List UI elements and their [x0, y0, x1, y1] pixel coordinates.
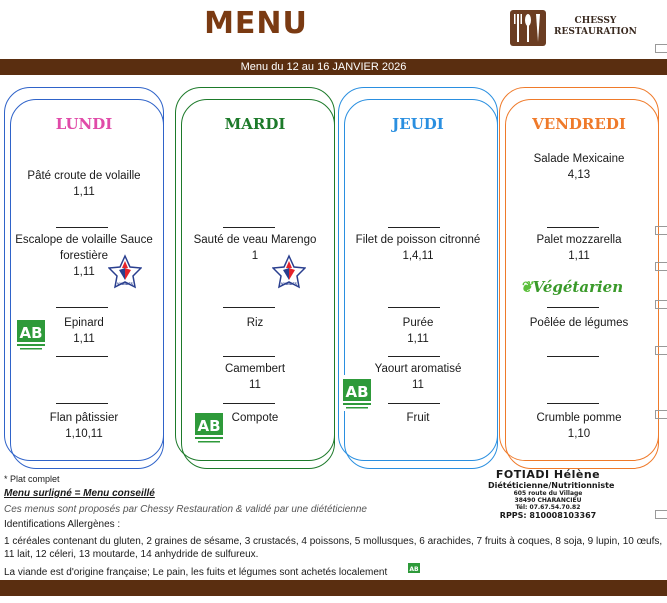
edge-marker	[655, 346, 667, 355]
separator	[56, 403, 108, 404]
dish-dessert	[503, 410, 655, 442]
dietitian-stamp	[488, 468, 615, 520]
allergen-code: 1,11	[73, 333, 95, 345]
separator	[388, 403, 440, 404]
svg-text:AB: AB	[197, 417, 221, 435]
day-name: MARDI	[224, 115, 286, 133]
separator	[547, 356, 599, 357]
separator	[56, 227, 108, 228]
leaf-icon: ❦	[520, 278, 533, 296]
dish-label: Poêlée de légumes	[529, 317, 629, 329]
dish-label: Riz	[246, 317, 264, 329]
allergen-heading: Identifications Allergènes :	[4, 519, 121, 530]
dish-label: Flan pâtissier	[49, 412, 119, 424]
dish-label: Fruit	[406, 412, 430, 424]
dish-label: Escalope de volaille Sauce forestière	[15, 234, 153, 262]
dish-side	[342, 315, 494, 347]
dish-cheese	[179, 361, 331, 393]
brand-line2: RESTAURATION	[554, 27, 637, 37]
dish-starter	[8, 168, 160, 200]
ab-organic-icon	[342, 375, 372, 411]
ab-organic-small-icon	[408, 563, 420, 576]
brand-name	[554, 16, 637, 38]
dish-main	[179, 232, 331, 264]
allergen-code: 1	[251, 250, 259, 262]
dish-label: Salade Mexicaine	[533, 153, 625, 165]
origin-note: La viande est d'origine française; Le pain, les fuits et légumes sont achetés localement	[4, 567, 388, 578]
date-banner	[0, 59, 667, 75]
note-plat-complet: * Plat complet	[4, 474, 60, 484]
edge-marker	[655, 226, 667, 235]
ab-organic-icon	[16, 316, 46, 352]
dish-label: Epinard	[64, 317, 104, 329]
svg-text:VIANDES: VIANDES	[117, 282, 133, 286]
svg-text:AB: AB	[409, 566, 419, 573]
allergen-code: 4,13	[567, 169, 591, 181]
allergen-code: 1,11	[568, 250, 590, 262]
dish-label: Filet de poisson citronné	[355, 234, 481, 246]
dish-label: Crumble pomme	[536, 412, 622, 424]
stamp-name: FOTIADI Hélène	[495, 468, 601, 481]
allergen-code: 1,10,11	[65, 428, 103, 440]
stamp-role: Diététicienne/Nutritionniste	[488, 481, 615, 490]
dish-label: Yaourt aromatisé	[374, 363, 462, 375]
dish-main	[342, 232, 494, 264]
brand-line1: CHESSY	[574, 16, 617, 26]
stamp-city: 38490 CHARANCIEU	[514, 497, 582, 504]
allergen-code: 11	[249, 379, 261, 391]
date-banner-text: Menu du 12 au 16 JANVIER 2026	[240, 61, 407, 73]
note-suggested: Menu surligné = Menu conseillé	[4, 488, 155, 499]
allergen-code: 11	[412, 379, 424, 391]
day-name: LUNDI	[55, 115, 113, 133]
separator	[547, 403, 599, 404]
viandes-de-france-icon	[272, 254, 306, 292]
dish-dessert	[8, 410, 160, 442]
edge-marker	[655, 410, 667, 419]
note-dietitian: Ces menus sont proposés par Chessy Restauration & validé par une diététicienne	[4, 504, 367, 515]
stamp-address: 605 route du Village	[513, 490, 583, 497]
separator	[547, 307, 599, 308]
dish-label: Purée	[402, 317, 434, 329]
day-name: VENDREDI	[532, 115, 626, 133]
dish-dessert	[342, 410, 494, 426]
svg-text:AB: AB	[19, 324, 43, 342]
svg-text:AB: AB	[345, 383, 369, 401]
svg-text:VIANDES: VIANDES	[281, 282, 297, 286]
allergen-list: 1 céréales contenant du gluten, 2 graines de sésame, 3 crustacés, 4 poissons, 5 mollusques, 6 arachides, 7 fruits à coques, 8 soja, 9 lupin, 10 œufs, 11 lait, 12 céleri, 13 moutarde, 14 anhydride de sulfureux.	[4, 536, 663, 560]
separator	[223, 227, 275, 228]
ab-organic-icon	[194, 409, 224, 445]
day-name: JEUDI	[392, 115, 444, 133]
edge-marker	[655, 262, 667, 271]
separator	[223, 307, 275, 308]
separator	[223, 403, 275, 404]
brand-logo	[508, 8, 638, 48]
dish-main	[503, 232, 655, 264]
dish-label: Camembert	[224, 363, 286, 375]
allergen-code: 1,11	[73, 266, 95, 278]
stamp-rpps: RPPS: 810008103367	[499, 511, 597, 520]
cutlery-icon	[508, 8, 550, 48]
separator	[388, 307, 440, 308]
allergen-code: 1,4,11	[402, 250, 434, 262]
edge-marker	[655, 44, 667, 53]
dish-side	[179, 315, 331, 331]
viandes-de-france-icon	[108, 254, 142, 292]
separator	[56, 356, 108, 357]
dish-label: Sauté de veau Marengo	[193, 234, 317, 246]
allergen-code: 1,11	[73, 186, 95, 198]
separator	[547, 227, 599, 228]
dish-side	[503, 315, 655, 331]
separator	[223, 356, 275, 357]
edge-marker	[655, 300, 667, 309]
vegetarian-logo	[520, 278, 623, 296]
allergen-code: 1,11	[407, 333, 429, 345]
allergen-code: 1,10	[567, 428, 591, 440]
vegetarian-label: Végétarien	[532, 278, 624, 296]
footer-bar	[0, 580, 667, 596]
stamp-phone: Tél: 07.67.54.70.82	[515, 504, 581, 511]
dish-label: Compote	[231, 412, 279, 424]
dish-label: Palet mozzarella	[536, 234, 622, 246]
separator	[388, 356, 440, 357]
separator	[388, 227, 440, 228]
edge-marker	[655, 510, 667, 519]
dish-label: Pâté croute de volaille	[27, 170, 141, 182]
menu-title: MENU	[204, 6, 308, 41]
day-card-mardi	[175, 87, 335, 461]
day-card-vendredi	[499, 87, 659, 461]
separator	[56, 307, 108, 308]
dish-starter	[503, 151, 655, 183]
